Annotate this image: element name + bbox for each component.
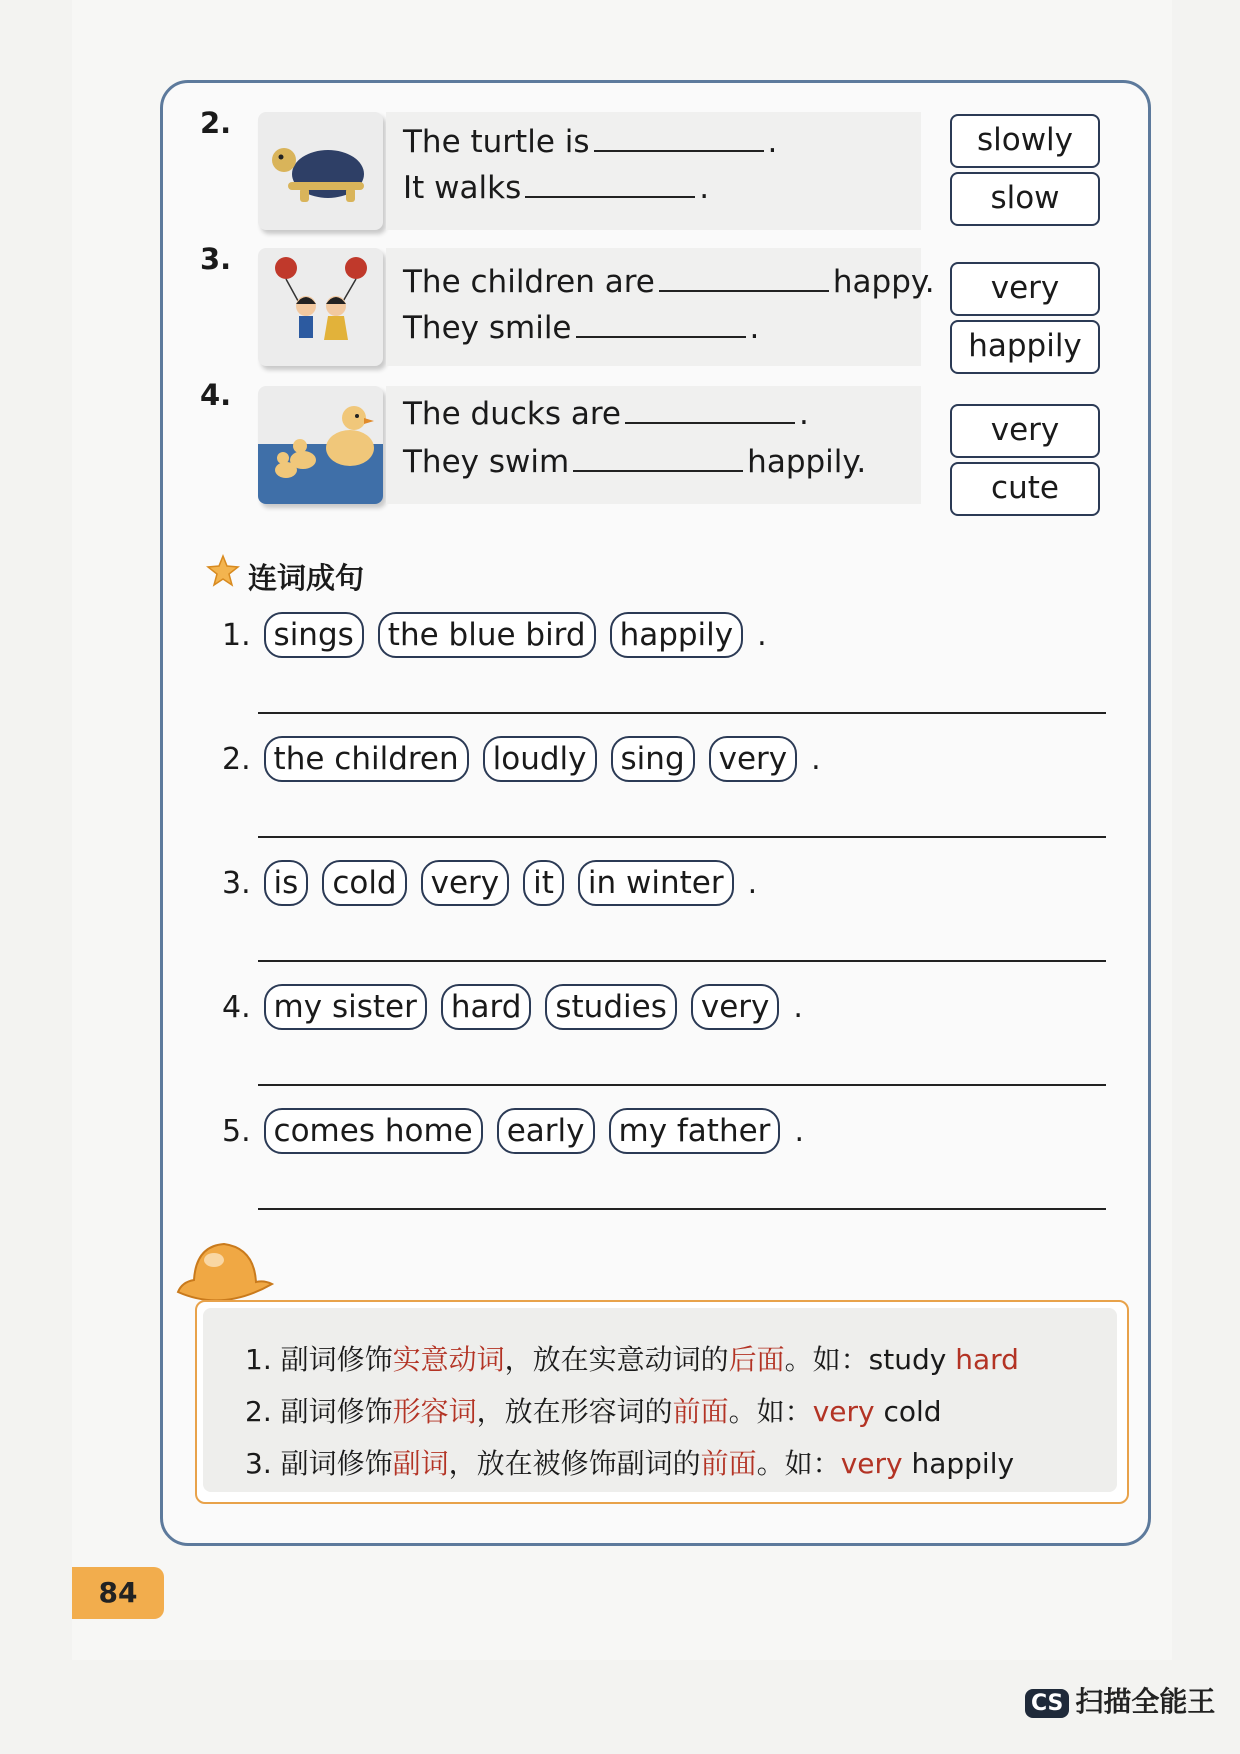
answer-line[interactable] [258, 1208, 1106, 1210]
rule-text: ，放在实意动词的 [504, 1343, 729, 1376]
option-box[interactable]: very [950, 404, 1100, 458]
rule-highlight: 实意动词 [392, 1343, 505, 1376]
sentence-end: . [798, 396, 809, 432]
rule-highlight: very [812, 1395, 875, 1428]
answer-blank[interactable] [625, 394, 795, 424]
sentence-text: The turtle is [403, 124, 590, 160]
answer-blank[interactable] [594, 122, 764, 152]
answer-blank[interactable] [573, 442, 743, 472]
rule-highlight: 前面 [672, 1395, 729, 1428]
brand-name: 扫描全能王 [1075, 1685, 1216, 1718]
answer-line[interactable] [258, 836, 1106, 838]
reorder-item [222, 736, 821, 782]
option-box[interactable]: happily [950, 320, 1100, 374]
answer-blank[interactable] [659, 262, 829, 292]
word-chip[interactable]: sing [611, 736, 695, 782]
rule-highlight: very [840, 1447, 903, 1480]
grammar-rule [245, 1338, 1019, 1378]
word-chip[interactable]: my father [609, 1108, 781, 1154]
sentence-end: . [757, 618, 767, 653]
word-chip[interactable]: it [523, 860, 564, 906]
rule-text: 。如：study [784, 1343, 956, 1376]
sentence-text: The ducks are [403, 396, 621, 432]
rule-highlight: hard [955, 1343, 1019, 1376]
word-chip[interactable]: hard [441, 984, 532, 1030]
sentence-line [403, 262, 935, 300]
rule-text: happily [902, 1447, 1015, 1480]
scanner-brand [1025, 1680, 1215, 1720]
rule-highlight: 形容词 [392, 1395, 477, 1428]
turtle-picture [258, 112, 383, 230]
word-chip[interactable]: sings [264, 612, 364, 658]
item-number: 4. [222, 990, 251, 1025]
rule-text: cold [874, 1395, 942, 1428]
hat-icon [168, 1230, 278, 1310]
rule-text: ，放在被修饰副词的 [448, 1447, 701, 1480]
word-chip[interactable]: is [264, 860, 309, 906]
reorder-item [222, 1108, 804, 1154]
word-chip[interactable]: the children [264, 736, 469, 782]
item-number: 1. [222, 618, 251, 653]
sentence-end: . [793, 990, 803, 1025]
word-chip[interactable]: happily [610, 612, 744, 658]
sentence-line [403, 168, 709, 206]
sentence-line [403, 394, 809, 432]
answer-line[interactable] [258, 1084, 1106, 1086]
grammar-rule [245, 1442, 1014, 1482]
item-number: 5. [222, 1114, 251, 1149]
star-icon [206, 554, 240, 588]
rule-text: 2. 副词修饰 [245, 1395, 393, 1428]
word-chip[interactable]: very [421, 860, 510, 906]
section-title: 连词成句 [248, 561, 365, 595]
word-chip[interactable]: my sister [264, 984, 427, 1030]
reorder-item [222, 984, 803, 1030]
rule-text: 。如： [756, 1447, 841, 1480]
word-chip[interactable]: in winter [578, 860, 734, 906]
word-chip[interactable]: the blue bird [378, 612, 596, 658]
reorder-item [222, 612, 767, 658]
option-box[interactable]: cute [950, 462, 1100, 516]
rule-highlight: 前面 [700, 1447, 757, 1480]
page-number: 84 [72, 1567, 164, 1619]
sentence-text: The children are [403, 264, 655, 300]
rule-text: 1. 副词修饰 [245, 1343, 393, 1376]
item-number: 4. [200, 378, 232, 412]
sentence-line [403, 308, 759, 346]
sentence-end: happy. [832, 264, 935, 300]
cs-logo-icon: CS [1025, 1689, 1069, 1718]
rule-highlight: 副词 [392, 1447, 449, 1480]
sentence-end: . [749, 310, 760, 346]
answer-blank[interactable] [576, 308, 746, 338]
word-chip[interactable]: studies [545, 984, 676, 1030]
option-box[interactable]: slowly [950, 114, 1100, 168]
sentence-end: . [699, 170, 710, 206]
sentence-line [403, 442, 866, 480]
word-chip[interactable]: early [497, 1108, 595, 1154]
reorder-item [222, 860, 757, 906]
word-chip[interactable]: very [709, 736, 798, 782]
answer-line[interactable] [258, 960, 1106, 962]
option-box[interactable]: very [950, 262, 1100, 316]
item-number: 3. [222, 866, 251, 901]
word-chip[interactable]: very [691, 984, 780, 1030]
sentence-line [403, 122, 777, 160]
rule-text: 3. 副词修饰 [245, 1447, 393, 1480]
sentence-text: It walks [403, 170, 522, 206]
item-number: 2. [200, 106, 232, 140]
word-chip[interactable]: cold [322, 860, 406, 906]
option-box[interactable]: slow [950, 172, 1100, 226]
answer-line[interactable] [258, 712, 1106, 714]
grammar-rule [245, 1390, 942, 1430]
sentence-end: . [767, 124, 778, 160]
rule-highlight: 后面 [728, 1343, 785, 1376]
word-chip[interactable]: loudly [483, 736, 597, 782]
sentence-text: They smile [403, 310, 572, 346]
sentence-end: . [811, 742, 821, 777]
sentence-text: They swim [403, 444, 570, 480]
children-picture [258, 248, 383, 366]
word-chip[interactable]: comes home [264, 1108, 483, 1154]
sentence-end: . [747, 866, 758, 901]
sentence-end: happily. [747, 444, 867, 480]
rule-text: ，放在形容词的 [476, 1395, 673, 1428]
rule-text: 。如： [728, 1395, 813, 1428]
ducks-picture [258, 386, 383, 504]
item-number: 2. [222, 742, 251, 777]
answer-blank[interactable] [525, 168, 695, 198]
item-number: 3. [200, 242, 232, 276]
sentence-end: . [794, 1114, 804, 1149]
